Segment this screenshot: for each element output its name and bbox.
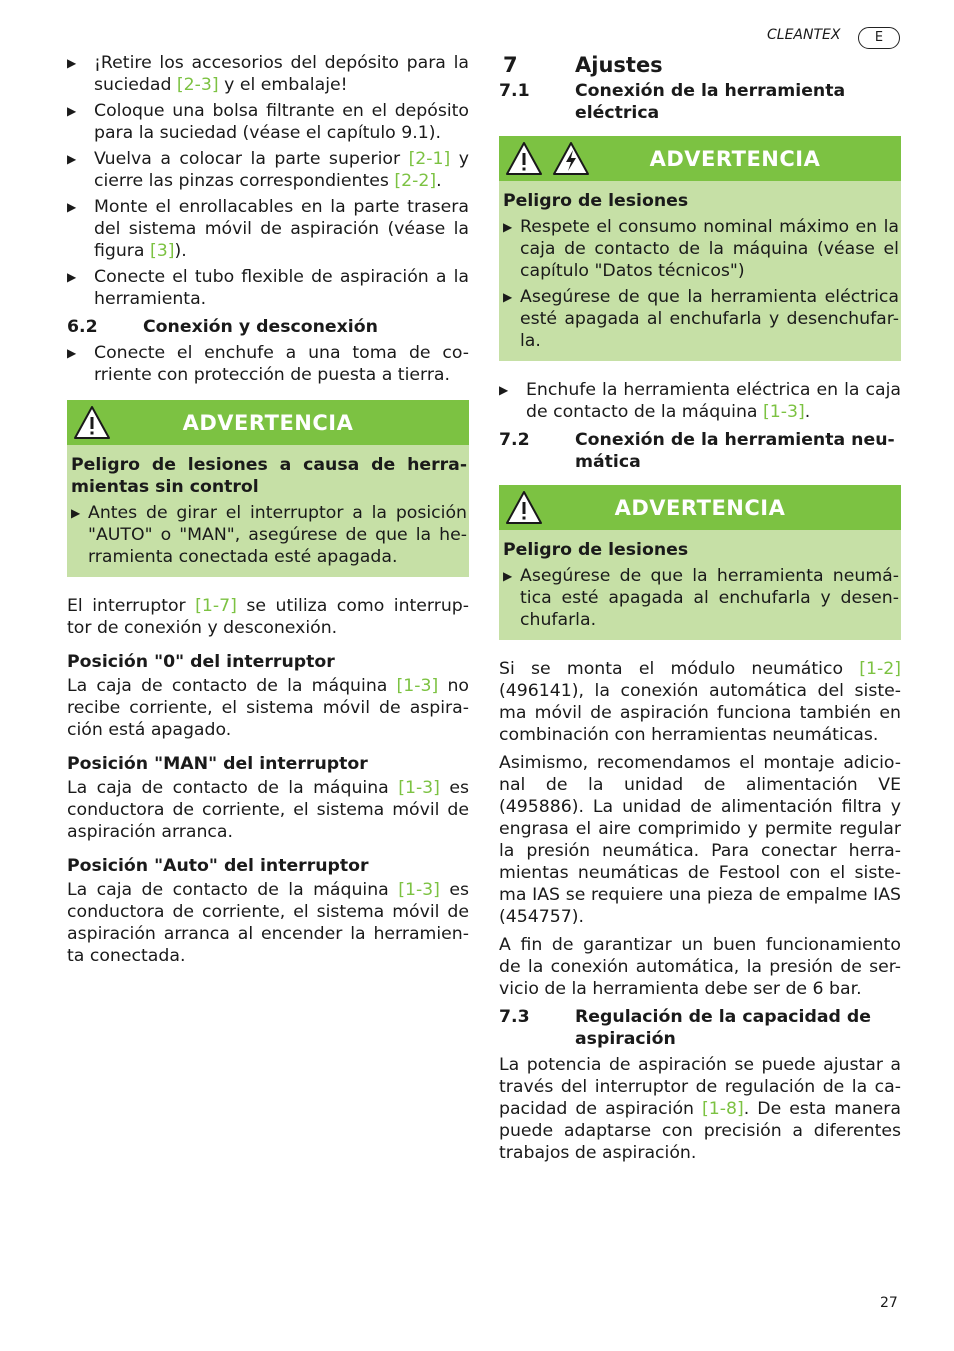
bullet-triangle-icon: ▶	[67, 346, 77, 360]
list-item: ▶ ¡Retire los accesorios del depósito para la suciedad [2-3] y el embalaje!	[67, 53, 469, 95]
paragraph: El interruptor [1-7] se utiliza como interrup-tor de conexión y desconexión.	[67, 596, 469, 638]
paragraph: Si se monta el módulo neumático [1-2] (496141), la conexión automática del siste-ma móvil de aspiración funciona también en combinación con herramientas neumáticas.	[499, 659, 901, 745]
bullet-triangle-icon: ▶	[67, 200, 77, 214]
figure-reference: [1-3]	[396, 676, 439, 696]
figure-reference: [1-7]	[195, 596, 237, 616]
warning-body	[67, 445, 469, 577]
subheading: Posición "Auto" del interruptor	[67, 856, 369, 876]
warning-subtitle: Peligro de lesiones	[503, 540, 689, 560]
warning-box	[499, 136, 901, 361]
paragraph: A fin de garantizar un buen funcionamiento de la conexión automática, la presión de ser-vicio de la herramienta debe ser de 6 bar.	[499, 935, 901, 999]
bullet-triangle-icon: ▶	[67, 104, 77, 118]
warning-item: ▶ Asegúrese de que la herramienta neumá-tica esté apagada al enchufarla y desen-chufarla.	[503, 566, 899, 630]
right-column	[499, 52, 901, 1170]
warning-header	[67, 400, 469, 445]
paragraph: La caja de contacto de la máquina [1-3] es conductora de corriente, el sistema móvil de aspiración arranca al encender la herramien-ta conectada.	[67, 880, 469, 966]
left-column	[67, 52, 469, 973]
list-item: ▶ Conecte el tubo flexible de aspiración a la herramienta.	[67, 267, 469, 309]
figure-reference: [1-3]	[398, 880, 440, 900]
bullet-triangle-icon: ▶	[503, 220, 513, 234]
figure-reference: [1-8]	[702, 1099, 744, 1119]
warning-triangle-icon	[504, 140, 544, 177]
subheading: Posición "MAN" del interruptor	[67, 754, 368, 774]
warning-subtitle: Peligro de lesiones	[503, 191, 689, 211]
list-item: ▶ Vuelva a colocar la parte superior [2-1] y cierre las pinzas correspondientes [2-2].	[67, 149, 469, 191]
section-heading: 7.3 Regulación de la capacidad de aspiración	[499, 1007, 871, 1049]
subheading: Posición "0" del interruptor	[67, 652, 335, 672]
figure-reference: [2-1]	[408, 149, 451, 169]
bullet-triangle-icon: ▶	[67, 56, 77, 70]
section-heading: 7.1 Conexión de la herramienta eléctrica	[499, 81, 846, 123]
chapter-heading: 7 Ajustes	[503, 53, 663, 77]
warning-item: ▶ Asegúrese de que la herramienta eléctrica esté apagada al enchufarla y desenchufar-la.	[503, 287, 899, 351]
warning-body	[499, 181, 901, 361]
warning-body	[499, 530, 901, 640]
bullet-triangle-icon: ▶	[503, 290, 513, 304]
list-item: ▶ Enchufe la herramienta eléctrica en la caja de contacto de la máquina [1-3].	[499, 380, 901, 422]
warning-header	[499, 136, 901, 181]
paragraph: La caja de contacto de la máquina [1-3] es conductora de corriente, el sistema móvil de aspiración arranca.	[67, 778, 469, 842]
paragraph: Asimismo, recomendamos el montaje adicio-nal de la unidad de alimentación VE (495886). La unidad de alimentación filtra y engrasa el aire comprimido y permite regular la presión neumática. Para conectar herra-mientas neumáticas de Festool con el siste-ma IAS se requiere una pieza de empalme IAS (454757).	[499, 753, 901, 927]
bullet-triangle-icon: ▶	[71, 506, 81, 520]
paragraph: La potencia de aspiración se puede ajustar a través del interruptor de regulación de la ca-pacidad de aspiración [1-8]. De esta manera puede adaptarse con precisión a diferentes trabajos de aspiración.	[499, 1055, 901, 1163]
brand-name: CLEANTEX	[767, 27, 841, 43]
figure-reference: [1-3]	[398, 778, 440, 798]
bullet-triangle-icon: ▶	[67, 152, 77, 166]
figure-reference: [1-2]	[859, 659, 901, 679]
page-number: 27	[880, 1295, 898, 1311]
bullet-triangle-icon: ▶	[503, 569, 513, 583]
language-badge: E	[858, 27, 900, 49]
figure-reference: [2-3]	[176, 75, 219, 95]
warning-header	[499, 485, 901, 530]
figure-reference: [2-2]	[394, 171, 437, 191]
section-heading: 7.2 Conexión de la herramienta neu-mática	[499, 430, 895, 472]
warning-title: ADVERTENCIA	[182, 411, 354, 435]
warning-title: ADVERTENCIA	[649, 147, 821, 171]
warning-title: ADVERTENCIA	[614, 496, 786, 520]
bullet-triangle-icon: ▶	[499, 383, 509, 397]
warning-item: ▶ Respete el consumo nominal máximo en la caja de contacto de la máquina (véase el capítulo "Datos técnicos")	[503, 217, 899, 281]
list-item: ▶ Monte el enrollacables en la parte trasera del sistema móvil de aspiración (véase la figura [3]).	[67, 197, 469, 261]
paragraph: La caja de contacto de la máquina [1-3] no recibe corriente, el sistema móvil de aspira-ción está apagado.	[67, 676, 469, 740]
warning-box	[67, 400, 469, 577]
section-heading: 6.2 Conexión y desconexión	[67, 317, 378, 337]
warning-box	[499, 485, 901, 640]
figure-reference: [1-3]	[763, 402, 805, 422]
list-item: ▶ Coloque una bolsa filtrante en el depósito para la suciedad (véase el capítulo 9.1).	[67, 101, 469, 143]
warning-item: ▶ Antes de girar el interruptor a la posición "AUTO" o "MAN", asegúrese de que la he-rramienta conectada esté apagada.	[71, 503, 467, 567]
list-item: ▶ Conecte el enchufe a una toma de co-rriente con protección de puesta a tierra.	[67, 343, 469, 385]
warning-subtitle: Peligro de lesiones a causa de herra-mientas sin control	[71, 455, 467, 497]
figure-reference: [3]	[150, 241, 175, 261]
bullet-triangle-icon: ▶	[67, 270, 77, 284]
